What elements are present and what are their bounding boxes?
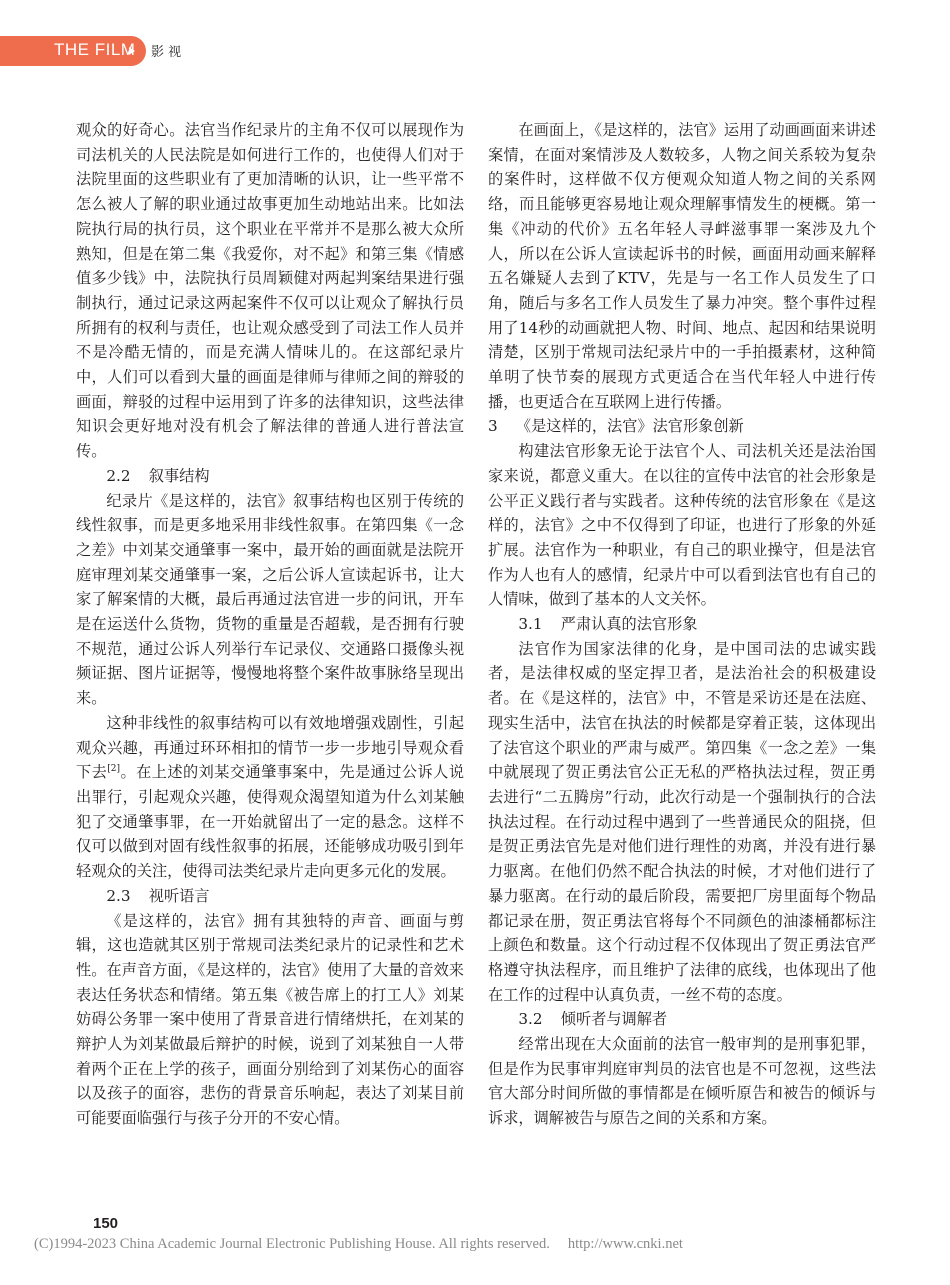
paragraph: 纪录片《是这样的，法官》叙事结构也区别于传统的线性叙事，而是更多地采用非线性叙事。在第四集《一念之差》中刘某交通肇事一案中，最开始的画面就是法院开庭审理刘某交通肇事一案，之后公诉人宣读起诉书，让大家了解案情的大概，最后再通过法官进一步的问讯，开车是在运送什么货物，货物的重量是否超载，是否拥有行驶不规范，通过公诉人列举行车记录仪、交通路口摄像头视频证据、图片证据等，慢慢地将整个案件故事脉络呈现出来。 bbox=[76, 491, 464, 708]
brand-banner bbox=[0, 36, 146, 66]
paragraph-text: 。在上述的刘某交通肇事案中，先是通过公诉人说出罪行，引起观众兴趣，使得观众渴望知道为什么刘某触犯了交通肇事罪，在一开始就留出了一定的悬念。这样不仅可以做到对固有线性叙事的拓展，还能够成功吸引到年轻观众的关注，使得司法类纪录片走向更多元化的发展。 bbox=[76, 763, 465, 881]
heading-title: 《是这样的，法官》法官形象创新 bbox=[515, 417, 744, 436]
paragraph: 观众的好奇心。法官当作纪录片的主角不仅可以展现作为司法机关的人民法院是如何进行工作的，也使得人们对于法院里面的这些职业有了更加清晰的认识，让一些平常不怎么被人了解的职业通过故事更加生动地站出来。比如法院执行局的执行员，这个职业在平常并不是那么被大众所熟知，但是在第二集《我爱你，对不起》和第三集《情感值多少钱》中，法院执行员周颖健对两起判案结果进行强制执行，通过记录这两起案件不仅可以让观众了解执行员所拥有的权利与责任，也让观众感受到了司法工作人员并不是冷酷无情的，而是充满人情味儿的。在这部纪录片中，人们可以看到大量的画面是律师与律师之间的辩驳的画面，辩驳的过程中运用到了许多的法律知识，这些法律知识会更好地对没有机会了解法律的普通人进行普法宣传。 bbox=[76, 121, 464, 461]
heading-title: 叙事结构 bbox=[148, 466, 210, 485]
triangle-right-icon bbox=[129, 47, 135, 55]
heading-number: 3.2 bbox=[518, 1010, 543, 1029]
section-heading-3 bbox=[488, 414, 876, 439]
heading-number: 2.3 bbox=[106, 886, 131, 905]
copyright-text: (C)1994-2023 China Academic Journal Electronic Publishing House. All rights reserved. bbox=[34, 1236, 550, 1252]
paragraph-text: 这种非线性的叙事结构可以有效地增强戏剧性，引起观众兴趣，再通过环环相扣的情节一步一步地引导观众看下去 bbox=[76, 713, 464, 782]
heading-number: 2.2 bbox=[106, 466, 131, 485]
heading-number: 3 bbox=[488, 417, 498, 436]
footer bbox=[34, 1236, 683, 1253]
citation-marker: [2] bbox=[107, 764, 121, 775]
heading-title: 严肃认真的法官形象 bbox=[560, 615, 698, 634]
right-column bbox=[488, 118, 876, 1131]
heading-title: 视听语言 bbox=[148, 886, 210, 905]
section-heading-2-3 bbox=[76, 884, 464, 909]
paragraph: 法官作为国家法律的化身，是中国司法的忠诚实践者，是法律权威的坚定捍卫者，是法治社会的积极建设者。在《是这样的，法官》中，不管是采访还是在法庭、现实生活中，法官在执法的时候都是穿着正装，这体现出了法官这个职业的严肃与威严。第四集《一念之差》一集中就展现了贺正勇法官公正无私的严格执法过程，贺正勇去进行“二五腾房”行动，此次行动是一个强制执行的合法执法过程。在行动过程中遇到了一些普通民众的阻挠，但是贺正勇法官先是对他们进行理性的劝离，并没有进行暴力驱离。在他们仍然不配合执法的时候，才对他们进行了暴力驱离。在行动的最后阶段，需要把厂房里面每个物品都记录在册，贺正勇法官将每个不同颜色的油漆桶都标注上颜色和数量。这个行动过程不仅体现出了贺正勇法官严格遵守执法程序，而且维护了法律的底线，也体现出了他在工作的过程中认真负责，一丝不苟的态度。 bbox=[488, 639, 876, 1004]
section-heading-2-2 bbox=[76, 464, 464, 489]
footer-url: http://www.cnki.net bbox=[567, 1236, 683, 1252]
paragraph: 构建法官形象无论于法官个人、司法机关还是法治国家来说，都意义重大。在以往的宣传中法官的社会形象是公平正义践行者与实践者。这种传统的法官形象在《是这样的，法官》之中不仅得到了印证，也进行了形象的外延扩展。法官作为一种职业，有自己的职业操守，但是法官作为人也有人的感情，纪录片中可以看到法官也有自己的人情味，做到了基本的人文关怀。 bbox=[488, 442, 876, 609]
left-column bbox=[76, 118, 464, 1131]
heading-number: 3.1 bbox=[518, 615, 543, 634]
paragraph bbox=[76, 711, 464, 884]
page-number: 150 bbox=[93, 1215, 119, 1232]
paragraph: 《是这样的，法官》拥有其独特的声音、画面与剪辑，这也造就其区别于常规司法类纪录片的记录性和艺术性。在声音方面，《是这样的，法官》使用了大量的音效来表达任务状态和情绪。第五集《被告席上的打工人》刘某妨碍公务罪一案中使用了背景音进行情绪烘托，在刘某的辩护人为刘某做最后辩护的时候，说到了刘某独自一人带着两个正在上学的孩子，画面分别给到了刘某伤心的面容以及孩子的面容，悲伤的背景音乐响起，表达了刘某目前可能要面临强行与孩子分开的不安心情。 bbox=[76, 911, 464, 1128]
section-heading-3-2 bbox=[488, 1007, 876, 1032]
brand-title: THE FILM bbox=[54, 40, 136, 59]
heading-title: 倾听者与调解者 bbox=[560, 1010, 668, 1029]
section-heading-3-1 bbox=[488, 612, 876, 637]
paragraph: 在画面上，《是这样的，法官》运用了动画画面来讲述案情，在面对案情涉及人数较多，人物之间关系较为复杂的案件时，这样做不仅方便观众知道人物之间的关系网络，而且能够更容易地让观众理解事情发生的梗概。第一集《冲动的代价》五名年轻人寻衅滋事罪一案涉及九个人，所以在公诉人宣读起诉书的时候，画面用动画来解释五名嫌疑人去到了KTV，先是与一名工作人员发生了口角，随后与多名工作人员发生了暴力冲突。整个事件过程用了14秒的动画就把人物、时间、地点、起因和结果说明清楚，区别于常规司法纪录片中的一手拍摄素材，这种简单明了快节奏的展现方式更适合在当代年轻人中进行传播，也更适合在互联网上进行传播。 bbox=[488, 121, 876, 411]
section-label: 影 视 bbox=[151, 45, 182, 60]
paragraph: 经常出现在大众面前的法官一般审判的是刑事犯罪，但是作为民事审判庭审判员的法官也是不可忽视，这些法官大部分时间所做的事情都是在倾听原告和被告的倾诉与诉求，调解被告与原告之间的关系和方案。 bbox=[488, 1035, 876, 1128]
